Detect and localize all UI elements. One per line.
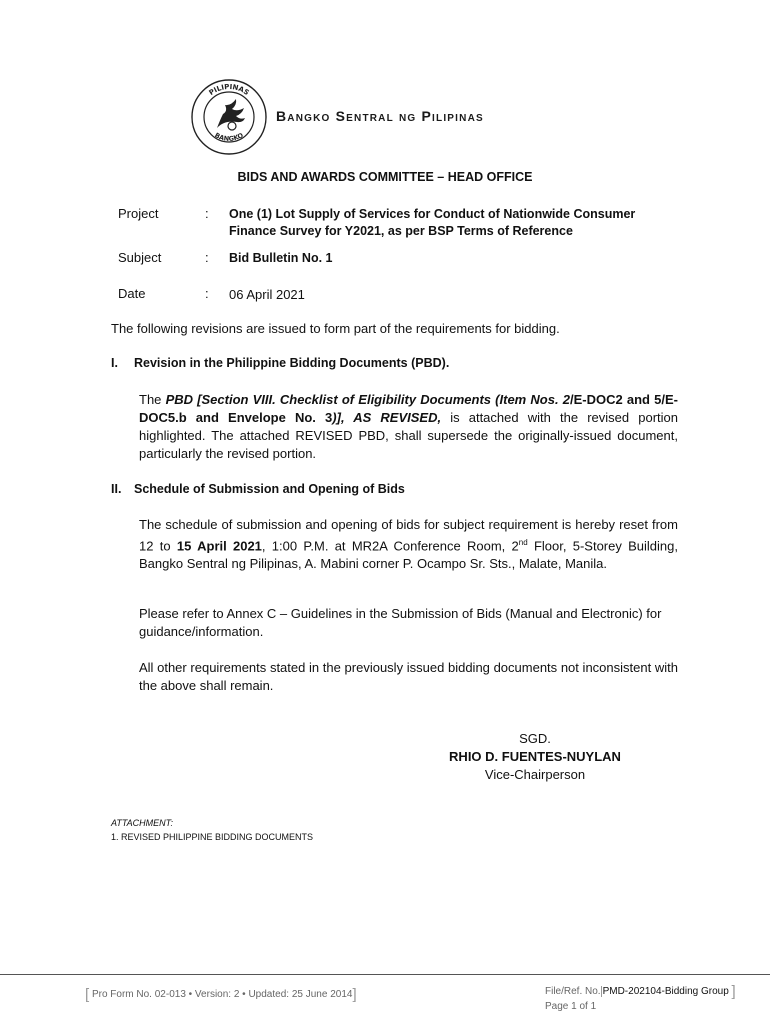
file-ref-value: PMD-202104-Bidding Group (602, 986, 729, 998)
signatory-title: Vice-Chairperson (484, 767, 586, 782)
seal-ring-text-bottom: BANGKO (213, 131, 245, 143)
date-colon: : (205, 286, 209, 301)
footer-form-text: Pro Form No. 02-013 • Version: 2 • Updated: 25 June 2014 (89, 989, 353, 1001)
section2-p1-a: The schedule of submission and opening of bids for subject requirement is hereby reset from 12 to (139, 517, 678, 554)
footer-bracket-open: [ (85, 986, 90, 1003)
project-value (229, 206, 635, 240)
signature-sgd: SGD. (519, 731, 551, 746)
section1-text-the: The (139, 392, 166, 407)
seal-ring-text-top: PILIPINAS (207, 82, 251, 98)
section1-text-rest: is attached with the revised portion highlighted. The attached REVISED PBD, shall supersede the originally-issued document, particularly the revised portion. (139, 410, 678, 461)
subject-colon: : (205, 250, 209, 265)
attachment-item: 1. REVISED PHILIPPINE BIDDING DOCUMENTS (111, 832, 314, 842)
bsp-seal-logo (190, 78, 268, 156)
attachment-label: ATTACHMENT: (111, 818, 173, 828)
subject-value: Bid Bulletin No. 1 (229, 251, 333, 265)
section2-p1-c: Floor, 5-Storey Building, Bangko Sentral ng Pilipinas, A. Mabini corner P. Ocampo Sr. Sts., Malate, Manila. (139, 538, 679, 572)
section1-text-bold-italic1: PBD [Section VIII. Checklist of Eligibility Documents (Item Nos. 2 (165, 392, 570, 407)
svg-text:PILIPINAS (208, 83, 251, 97)
section2-paragraph2: Please refer to Annex C – Guidelines in the Submission of Bids (Manual and Electronic) for guidance/information. (139, 606, 662, 639)
section1-title: Revision in the Philippine Bidding Documents (PBD). (134, 356, 450, 370)
organization-name: Bangko Sentral ng Pilipinas (276, 108, 484, 124)
file-ref-label: File/Ref. No. (545, 986, 601, 998)
project-colon: : (205, 206, 209, 221)
section1-number: I. (111, 356, 118, 370)
signatory-name: RHIO D. FUENTES-NUYLAN (449, 749, 621, 764)
footer-bracket-close: ] (352, 986, 357, 1003)
svg-text:BANGKO (213, 131, 245, 143)
intro-paragraph: The following revisions are issued to form part of the requirements for bidding. (111, 321, 560, 336)
section1-text-bold-italic2: )], AS REVISED, (332, 410, 442, 425)
footer-file-ref (545, 984, 736, 1014)
section2-p1-b: , 1:00 P.M. at MR2A Conference Room, 2 (261, 538, 519, 554)
project-value-line1: One (1) Lot Supply of Services for Conduct of Nationwide Consumer (229, 207, 636, 221)
section2-p1-date: 15 April 2021 (176, 538, 262, 554)
section2-p1-sup: nd (518, 538, 528, 547)
footer-form-info (85, 986, 357, 1003)
file-ref-bracket: ] (731, 983, 736, 1000)
section2-number: II. (111, 482, 122, 496)
section1-text-bold1: /E-DOC2 and 5/E-DOC5.b and Envelope No. 3 (139, 392, 678, 425)
committee-title: BIDS AND AWARDS COMMITTEE – HEAD OFFICE (237, 170, 533, 184)
project-value-line2: Finance Survey for Y2021, as per BSP Terms of Reference (229, 224, 573, 238)
section1-paragraph (139, 391, 678, 463)
project-label: Project (118, 206, 159, 221)
date-label: Date (118, 286, 146, 301)
footer-divider (0, 974, 770, 975)
subject-label: Subject (118, 250, 162, 265)
date-value: 06 April 2021 (229, 287, 305, 302)
section2-paragraph1 (139, 516, 678, 573)
page-info: Page 1 of 1 (545, 1001, 597, 1013)
section2-paragraph3: All other requirements stated in the previously issued bidding documents not inconsistent with the above shall remain. (139, 660, 678, 693)
section2-title: Schedule of Submission and Opening of Bids (134, 482, 405, 496)
